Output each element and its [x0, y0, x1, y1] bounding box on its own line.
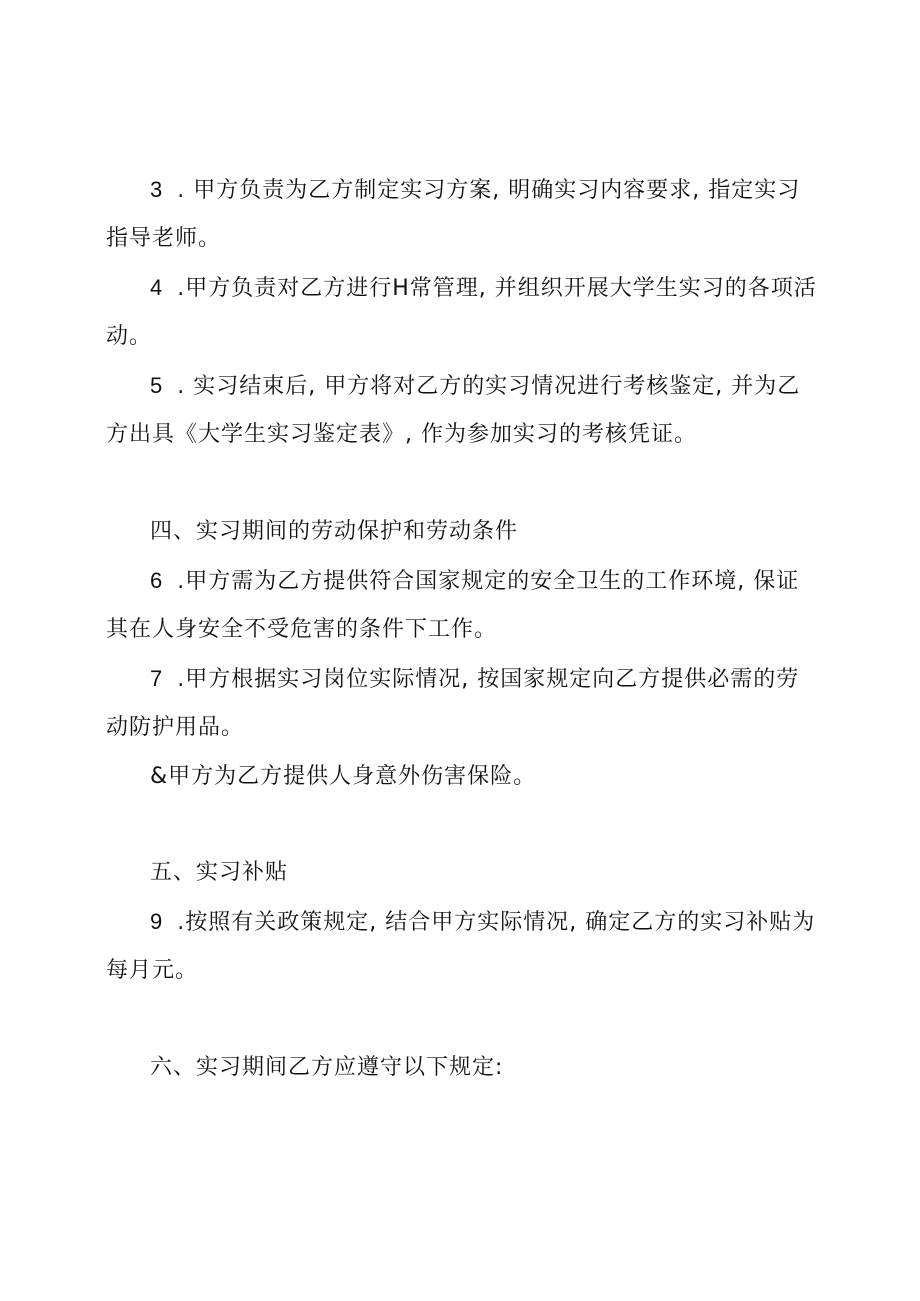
item-6-line-1 — [150, 566, 799, 597]
item-5-line-2: 方出具《大学生实习鉴定表》, 作为参加实习的考核凭证。 — [106, 422, 697, 447]
item-text: .甲方负责对乙方进行H常管理, 并组织开展大学生实习的各项活 — [177, 276, 817, 301]
item-number: 3 — [150, 177, 164, 202]
item-4-line-1 — [150, 273, 817, 304]
item-number: 6 — [150, 568, 164, 593]
item-number: 4 — [150, 275, 164, 300]
section-4-heading: 四、实习期间的劳动保护和劳动条件 — [150, 519, 519, 544]
item-9-line-1 — [150, 907, 815, 938]
item-3-line-2: 指导老师。 — [106, 226, 222, 251]
item-number: 7 — [150, 666, 164, 691]
item-text: .甲方需为乙方提供符合国家规定的安全卫生的工作环境, 保证 — [177, 569, 800, 594]
item-3-line-1 — [150, 175, 800, 206]
section-6-heading: 六、实习期间乙方应遵守以下规定: — [150, 1055, 504, 1080]
item-7-line-1 — [150, 664, 799, 695]
item-text: .甲方根据实习岗位实际情况, 按国家规定向乙方提供必需的劳 — [177, 667, 800, 692]
item-8-line: &甲方为乙方提供人身意外伤害保险。 — [150, 764, 537, 789]
item-6-line-2: 其在人身安全不受危害的条件下工作。 — [106, 617, 498, 642]
item-7-line-2: 动防护用品。 — [106, 715, 245, 740]
item-text: . 实习结束后, 甲方将对乙方的实习情况进行考核鉴定, 并为乙 — [177, 374, 801, 399]
item-number: 9 — [150, 909, 164, 934]
item-text: .按照有关政策规定, 结合甲方实际情况, 确定乙方的实习补贴为 — [177, 910, 816, 935]
item-number: 5 — [150, 373, 164, 398]
item-9-line-2: 每月元。 — [106, 958, 199, 983]
item-text: . 甲方负责为乙方制定实习方案, 明确实习内容要求, 指定实习 — [177, 178, 801, 203]
item-5-line-1 — [150, 371, 800, 402]
item-4-line-2: 动。 — [106, 324, 153, 349]
section-5-heading: 五、实习补贴 — [150, 860, 289, 885]
